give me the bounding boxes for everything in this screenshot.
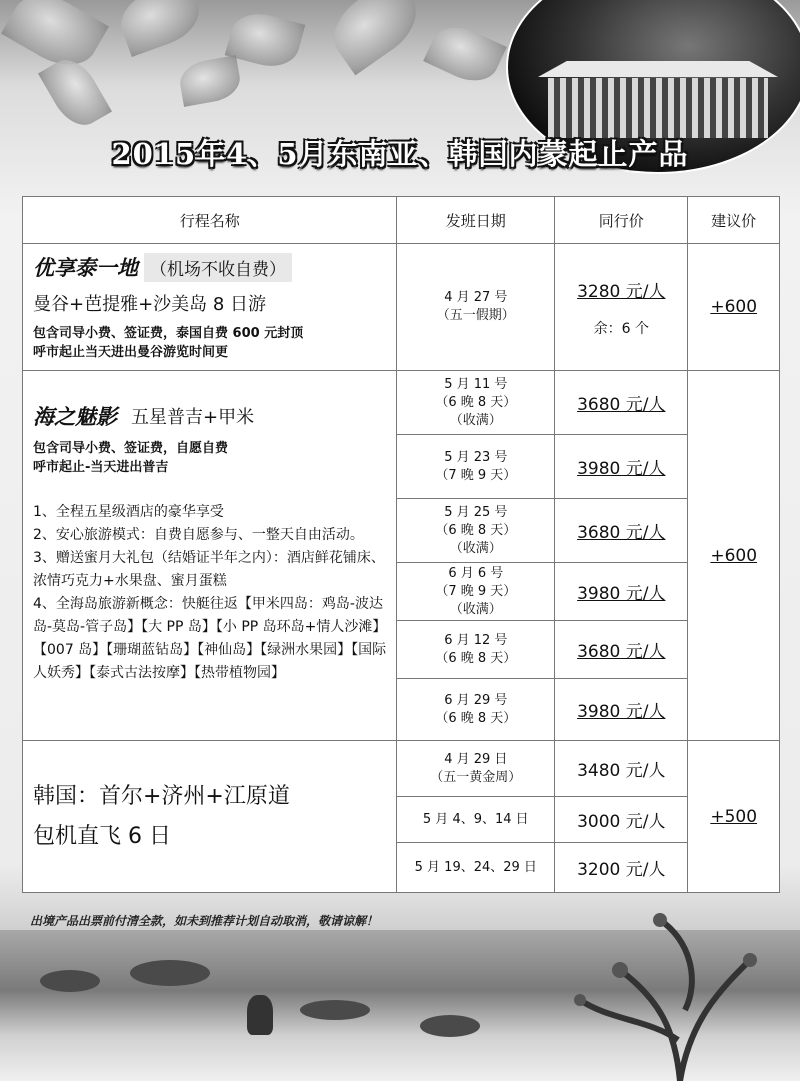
thailand-brand: 优享泰一地 — [33, 255, 138, 280]
suggested-price: +600 — [710, 545, 758, 566]
departure-date: 6 月 6 号 — [448, 565, 504, 581]
rock-decoration — [130, 960, 210, 986]
korea-route-cell — [23, 741, 397, 893]
korea-date-cell — [397, 741, 555, 797]
leaf-decoration — [113, 0, 207, 57]
phuket-date-cell — [397, 499, 555, 563]
thailand-brand-note: （机场不收自费） — [144, 253, 292, 282]
departure-status: （收满） — [449, 601, 502, 617]
table-row — [23, 741, 780, 797]
departure-date-note: （五一假期） — [436, 308, 515, 323]
korea-price-cell — [555, 797, 688, 843]
phuket-brand-note: 五星普吉+甲米 — [131, 407, 255, 428]
rock-decoration — [300, 1000, 370, 1020]
phuket-price-cell — [555, 563, 688, 621]
departure-status: （收满） — [449, 540, 502, 556]
tree-silhouette — [540, 900, 760, 1081]
trade-price: 3980 元/人 — [577, 459, 666, 479]
phuket-note: 包含司导小费、签证费，自愿自费 — [33, 441, 229, 456]
departure-status: （收满） — [449, 412, 502, 428]
header-suggested-price: 建议价 — [688, 197, 780, 244]
korea-price-cell — [555, 843, 688, 893]
suggested-price: +500 — [710, 806, 758, 827]
header-background — [0, 0, 800, 210]
trade-price: 3980 元/人 — [577, 702, 666, 722]
phuket-price-cell — [555, 371, 688, 435]
korea-route: 韩国：首尔+济州+江原道 — [33, 783, 290, 809]
phuket-feature: 2、安心旅游模式：自费自愿参与、一整天自由活动。 — [33, 527, 364, 543]
phuket-feature: 1、全程五星级酒店的豪华享受 — [33, 504, 224, 520]
leaf-decoration — [38, 51, 112, 134]
departure-duration: （6 晚 8 天） — [435, 650, 517, 666]
thailand-note: 呼市起止当天进出曼谷游览时间更 — [33, 345, 229, 360]
phuket-price-cell — [555, 679, 688, 741]
phuket-feature: 4、全海岛旅游新概念：快艇往返【甲米四岛：鸡岛-波达岛-莫岛-管子岛】【大 PP 岛】【小 PP 岛环岛+情人沙滩】【007 岛】【珊瑚蓝钻岛】【神仙岛】【绿洲水果园】【国际人妖秀】【泰式古法按摩】【热带植物园】 — [33, 596, 387, 681]
thailand-route-cell — [23, 244, 397, 371]
departure-duration: （6 晚 8 天） — [435, 394, 517, 410]
phuket-date-cell — [397, 371, 555, 435]
table-row — [23, 371, 780, 435]
phuket-price-cell — [555, 499, 688, 563]
remaining-seats: 余：6 个 — [593, 320, 649, 337]
departure-date: 5 月 11 号 — [444, 376, 508, 392]
footer-note: 出境产品出票前付清全款，如未到推荐计划自动取消，敬请谅解！ — [30, 914, 379, 928]
product-table — [22, 196, 780, 893]
phuket-price-cell — [555, 621, 688, 679]
departure-date: 5 月 19、24、29 日 — [414, 859, 537, 875]
leaf-decoration — [321, 0, 429, 75]
phuket-date-cell — [397, 621, 555, 679]
suggested-price: +600 — [710, 297, 758, 317]
trade-price: 3680 元/人 — [577, 642, 666, 662]
leaf-decoration — [177, 55, 243, 107]
korea-price-cell — [555, 741, 688, 797]
thailand-route: 曼谷+芭提雅+沙美岛 8 日游 — [33, 294, 267, 315]
leaf-decoration — [423, 17, 507, 90]
departure-date: 4 月 29 日 — [444, 751, 508, 767]
departure-duration: （6 晚 8 天） — [435, 710, 517, 726]
phuket-price-cell — [555, 435, 688, 499]
departure-duration: （6 晚 8 天） — [435, 522, 517, 538]
korea-suggest-cell — [688, 741, 780, 893]
rock-decoration — [40, 970, 100, 992]
thailand-note: 包含司导小费、签证费，泰国自费 600 元封顶 — [33, 326, 304, 341]
trade-price: 3480 元/人 — [577, 761, 666, 781]
thailand-suggest-cell — [688, 244, 780, 371]
departure-date-note: （五一黄金周） — [430, 769, 522, 785]
phuket-route-cell — [23, 371, 397, 741]
trade-price: 3680 元/人 — [577, 523, 666, 543]
header-route-name: 行程名称 — [23, 197, 397, 244]
page-title: 2015年4、5月东南亚、韩国内蒙起止产品 — [111, 137, 689, 171]
trade-price: 3980 元/人 — [577, 584, 666, 604]
trade-price: 3000 元/人 — [577, 812, 666, 832]
phuket-date-cell — [397, 563, 555, 621]
phuket-note: 呼市起止-当天进出普吉 — [33, 460, 169, 475]
departure-date: 4 月 27 号 — [444, 290, 508, 305]
korea-route-duration: 包机直飞 6 日 — [33, 823, 171, 849]
korea-date-cell — [397, 797, 555, 843]
header-departure-date: 发班日期 — [397, 197, 555, 244]
header-trade-price: 同行价 — [555, 197, 688, 244]
thailand-date-cell — [397, 244, 555, 371]
rock-decoration — [420, 1015, 480, 1037]
departure-duration: （7 晚 9 天） — [435, 583, 517, 599]
thailand-price-cell — [555, 244, 688, 371]
departure-date: 6 月 12 号 — [444, 632, 508, 648]
korea-date-cell — [397, 843, 555, 893]
table-header-row — [23, 197, 780, 244]
phuket-date-cell — [397, 435, 555, 499]
trade-price: 3200 元/人 — [577, 860, 666, 880]
departure-duration: （7 晚 9 天） — [435, 467, 517, 483]
departure-date: 5 月 4、9、14 日 — [422, 811, 529, 827]
trade-price: 3280 元/人 — [577, 281, 666, 302]
departure-date: 6 月 29 号 — [444, 692, 508, 708]
person-silhouette — [247, 995, 273, 1035]
phuket-brand: 海之魅影 — [33, 404, 117, 429]
departure-date: 5 月 25 号 — [444, 504, 508, 520]
departure-date: 5 月 23 号 — [444, 449, 508, 465]
table-row — [23, 244, 780, 371]
trade-price: 3680 元/人 — [577, 395, 666, 415]
phuket-suggest-cell — [688, 371, 780, 741]
phuket-date-cell — [397, 679, 555, 741]
phuket-feature: 3、赠送蜜月大礼包（结婚证半年之内）：酒店鲜花铺床、浓情巧克力+水果盘、蜜月蛋糕 — [33, 550, 385, 589]
